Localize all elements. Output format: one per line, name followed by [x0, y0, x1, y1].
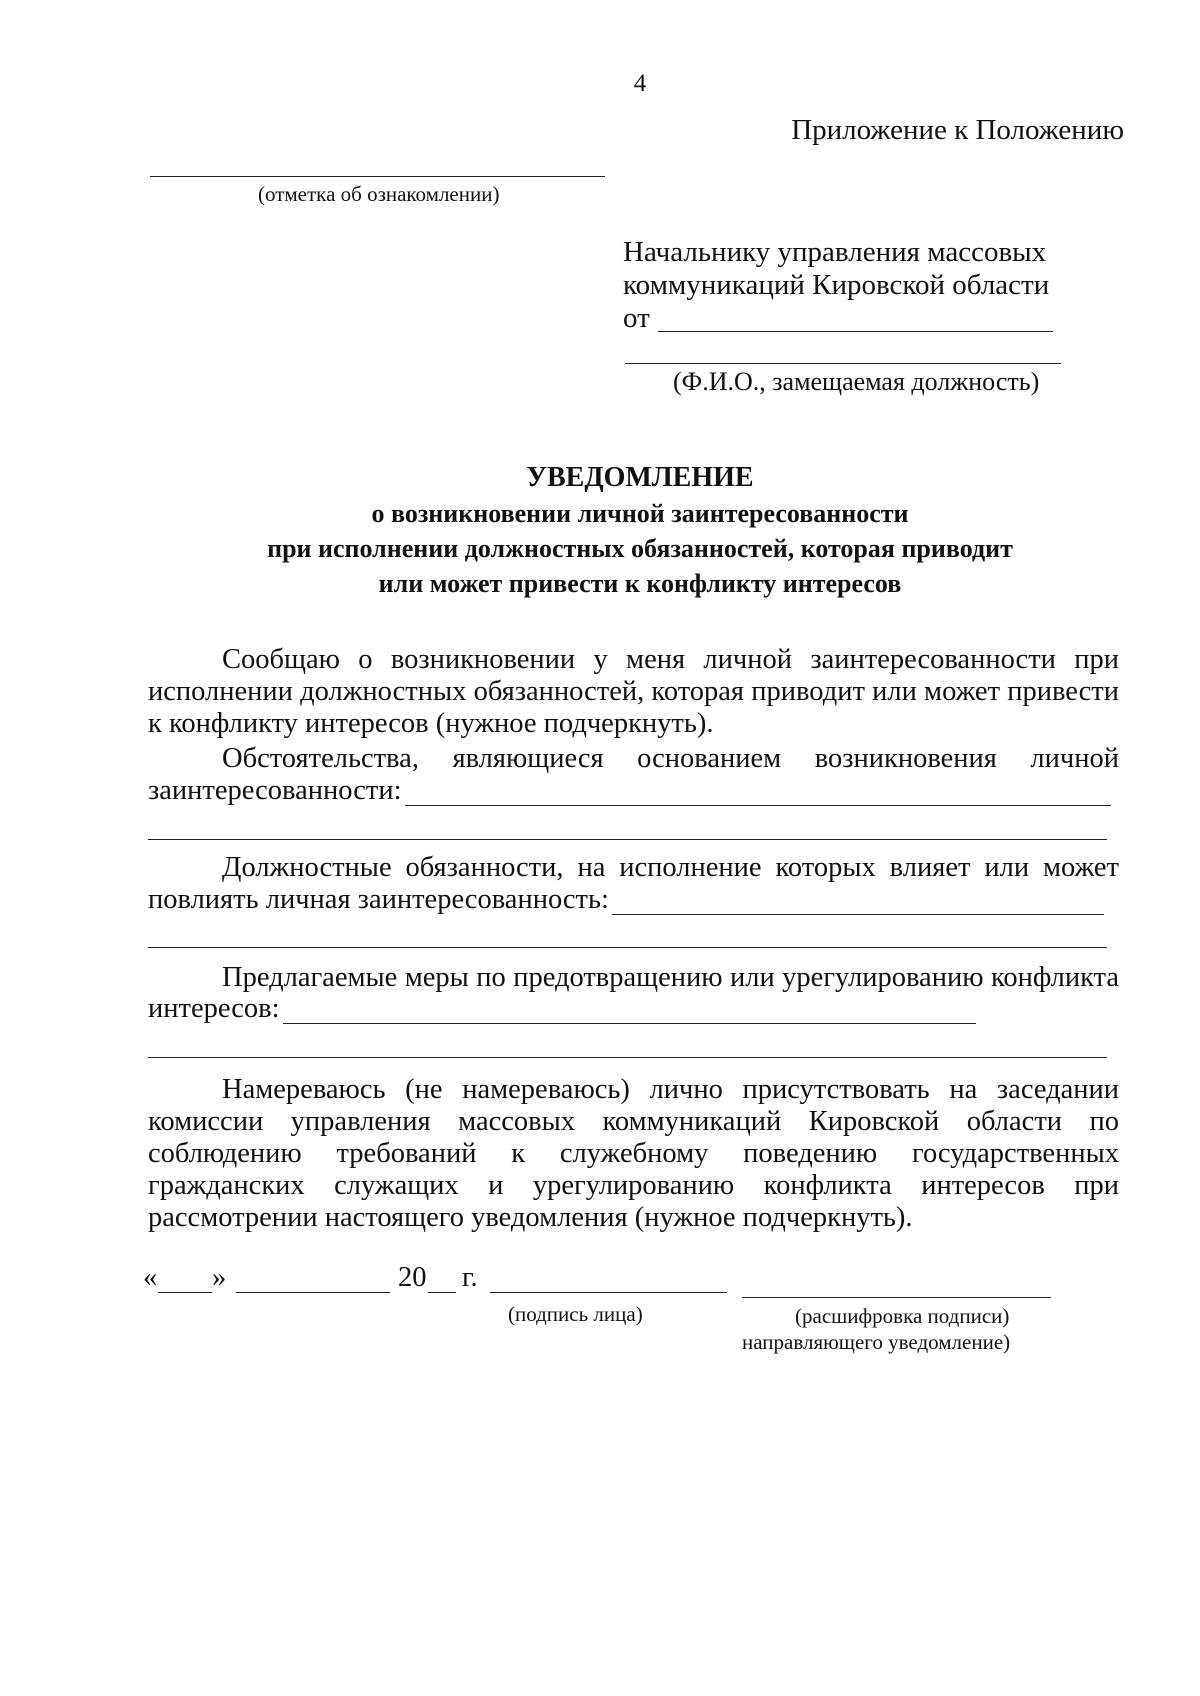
p3-label: повлиять личная заинтересованность: — [148, 884, 609, 915]
p4-line1: Предлагаемые меры по предотвращению или урегулированию конфликта — [222, 962, 1119, 993]
date-year-prefix: 20 — [398, 1262, 427, 1293]
title-main: УВЕДОМЛЕНИЕ — [526, 462, 754, 493]
p5-line5: рассмотрении настоящего уведомления (нужное подчеркнуть). — [148, 1202, 913, 1233]
acknowledgement-caption: (отметка об ознакомлении) — [258, 182, 500, 206]
p2-line1: Обстоятельства, являющиеся основанием возникновения личной — [222, 743, 1119, 774]
signature-line[interactable] — [490, 1292, 727, 1293]
addressee-caption: (Ф.И.О., замещаемая должность) — [673, 367, 1040, 396]
decode-caption-line1: (расшифровка подписи) — [795, 1304, 1010, 1328]
p3-fill-line2[interactable] — [148, 947, 1107, 948]
date-month-line[interactable] — [236, 1292, 390, 1293]
date-year-line[interactable] — [428, 1292, 456, 1293]
p5-line2: комиссии управления массовых коммуникаций Кировской области по — [148, 1106, 1119, 1137]
p3-line1: Должностные обязанности, на исполнение которых влияет или может — [222, 852, 1119, 883]
addressee-from-label: от — [623, 302, 650, 334]
p1-line1: Сообщаю о возникновении у меня личной заинтересованности при — [222, 644, 1119, 675]
decode-caption-line2: направляющего уведомление) — [742, 1330, 1011, 1354]
p3-fill-line1[interactable] — [612, 914, 1104, 915]
addressee-line2: коммуникаций Кировской области — [623, 269, 1050, 301]
page-number: 4 — [633, 70, 647, 97]
addressee-from-line[interactable] — [658, 331, 1053, 332]
date-day-line[interactable] — [158, 1292, 212, 1293]
p2-label: заинтересованности: — [148, 775, 402, 806]
title-line3: или может привести к конфликту интересов — [378, 569, 902, 598]
p2-fill-line1[interactable] — [405, 805, 1111, 806]
p2-fill-line2[interactable] — [148, 839, 1107, 840]
signature-decode-line[interactable] — [742, 1297, 1051, 1298]
signature-caption: (подпись лица) — [508, 1302, 643, 1326]
date-year-suffix: г. — [462, 1262, 478, 1293]
p5-line3: соблюдению требований к служебному поведению государственных — [148, 1138, 1119, 1169]
p1-line3: к конфликту интересов (нужное подчеркнуть). — [148, 708, 714, 739]
addressee-second-line[interactable] — [625, 363, 1061, 364]
title-line1: о возникновении личной заинтересованности — [371, 499, 909, 528]
p5-line1: Намереваюсь (не намереваюсь) лично присутствовать на заседании — [222, 1074, 1119, 1105]
appendix-label: Приложение к Положению — [791, 114, 1124, 146]
title-line2: при исполнении должностных обязанностей, которая приводит — [267, 534, 1013, 563]
p4-fill-line2[interactable] — [148, 1057, 1107, 1058]
addressee-line1: Начальнику управления массовых — [623, 236, 1047, 268]
document-title — [0, 460, 1200, 601]
date-open-quote: « — [143, 1262, 158, 1293]
p1-line2: исполнении должностных обязанностей, которая приводит или может привести — [148, 676, 1119, 707]
p5-line4: гражданских служащих и урегулированию конфликта интересов при — [148, 1170, 1119, 1201]
p4-fill-line1[interactable] — [283, 1023, 976, 1024]
acknowledgement-line[interactable] — [150, 176, 605, 177]
p4-label: интересов: — [148, 993, 280, 1024]
date-close-quote: » — [212, 1262, 227, 1293]
